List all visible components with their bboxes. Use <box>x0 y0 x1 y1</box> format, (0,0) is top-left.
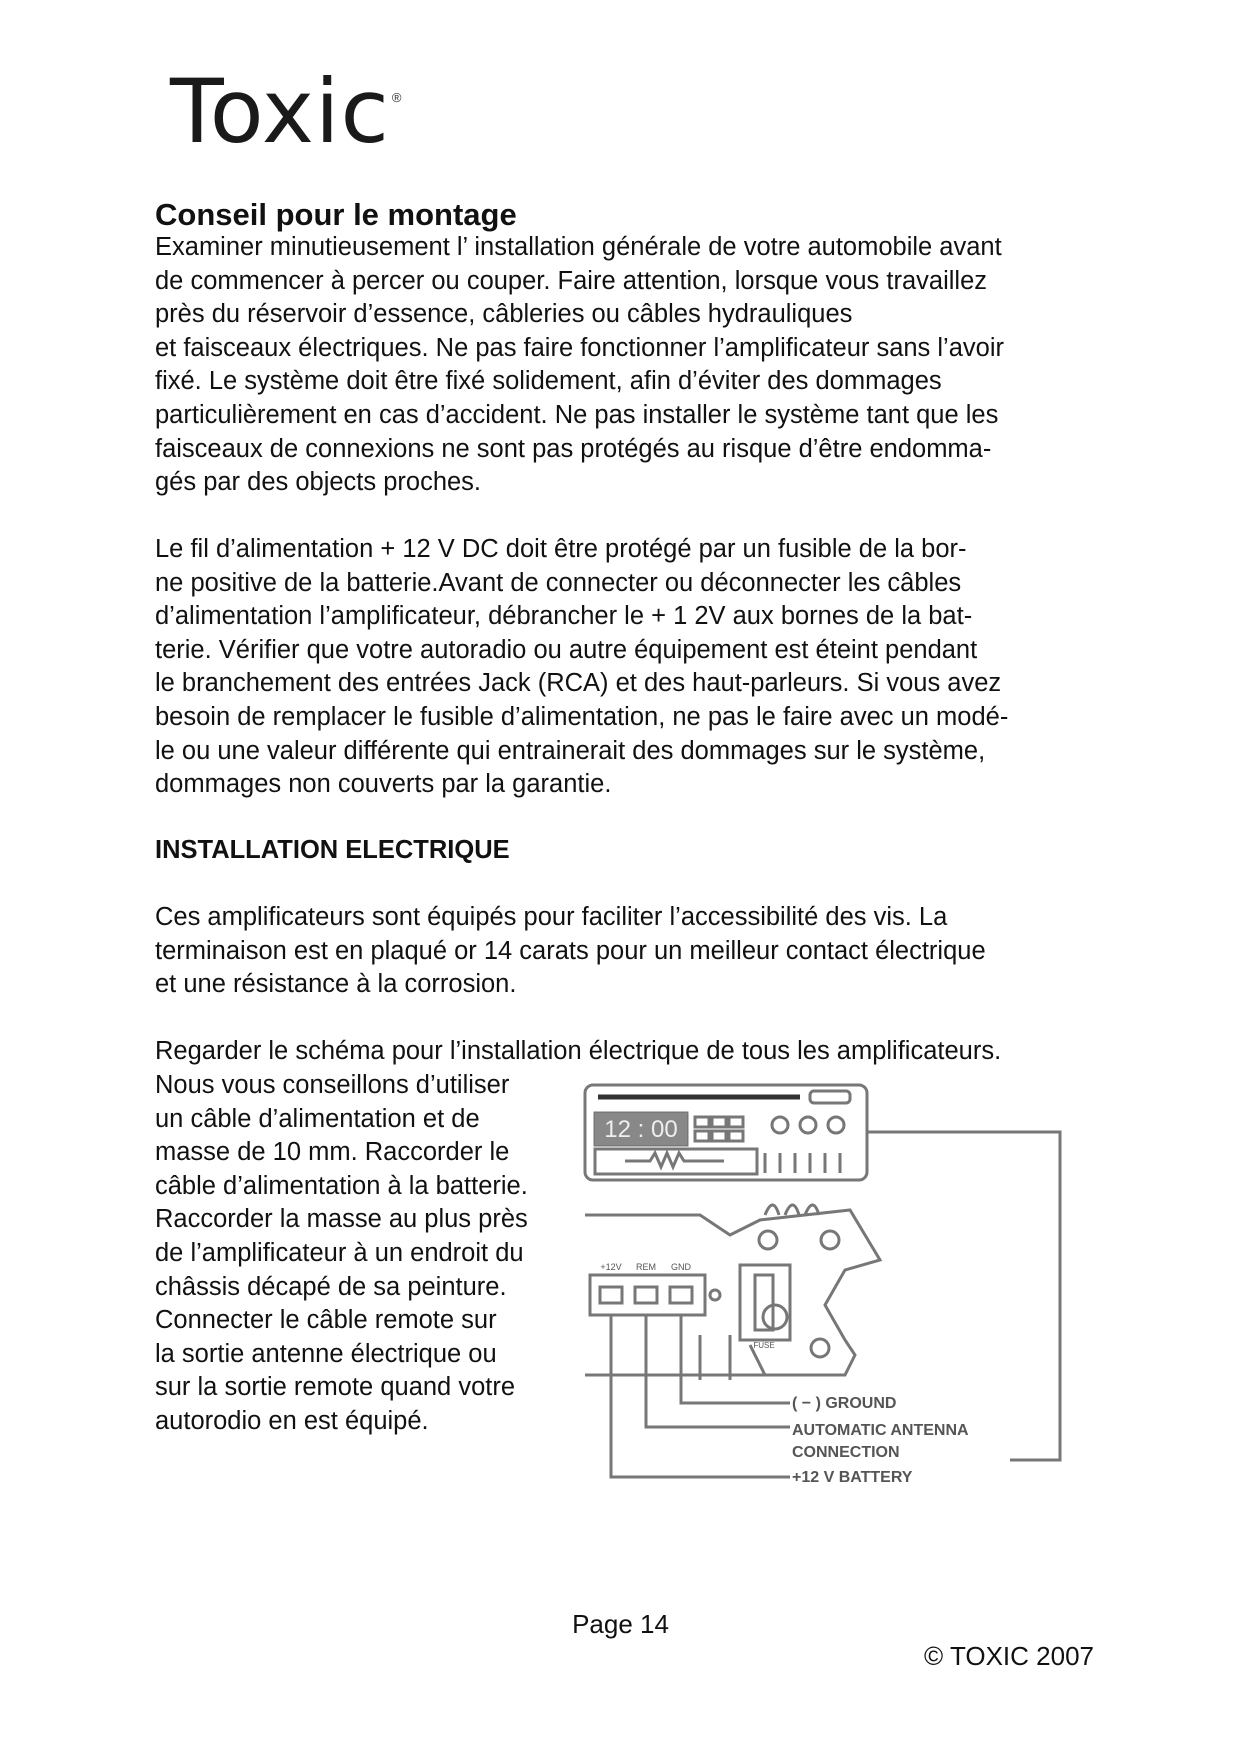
mount-hole <box>821 1231 839 1249</box>
mount-hole <box>811 1339 829 1357</box>
text-line: Connecter le câble remote sur <box>155 1306 497 1335</box>
terminal-label-gnd: GND <box>671 1262 691 1272</box>
terminal-rem <box>635 1287 657 1303</box>
text-line: terie. Vérifier que votre autoradio ou autre équipement est éteint pendant <box>155 635 978 664</box>
paragraph-installation-1 <box>155 901 986 1002</box>
paragraph-montage-2 <box>155 533 1008 802</box>
paragraph-installation-2-intro <box>155 1035 1001 1069</box>
text-line: la sortie antenne électrique ou <box>155 1339 497 1368</box>
legend-antenna-1: AUTOMATIC ANTENNA <box>792 1422 969 1439</box>
legend-ground: ( − ) GROUND <box>792 1395 897 1412</box>
terminal-label-rem: REM <box>636 1262 656 1272</box>
text-line: fixé. Le système doit être fixé solidement, afin d’éviter des dommages <box>155 367 942 396</box>
terminal-label-12v: +12V <box>600 1262 622 1272</box>
text-line: ne positive de la batterie.Avant de connecter ou déconnecter les câbles <box>155 568 962 597</box>
paragraph-montage-1 <box>155 231 1004 500</box>
text-line: particulièrement en cas d’accident. Ne pas installer le système tant que les <box>155 400 999 429</box>
text-line: Nous vous conseillons d’utiliser <box>155 1071 510 1099</box>
terminal-screws <box>611 1315 681 1330</box>
preset-button <box>695 1131 709 1141</box>
preset-button <box>729 1131 743 1141</box>
preset-button <box>729 1117 743 1127</box>
text-line: terminaison est en plaqué or 14 carats pour un meilleur contact électrique <box>155 936 986 965</box>
waveform-icon <box>625 1153 724 1167</box>
text-line: Examiner minutieusement l’ installation générale de votre automobile avant <box>155 233 1002 261</box>
paragraph-installation-2 <box>155 1069 528 1439</box>
text-line: Raccorder la masse au plus près <box>155 1205 528 1234</box>
text-line: d’alimentation l’amplificateur, débrancher le + 1 2V aux bornes de la bat- <box>155 602 973 631</box>
preset-button <box>712 1117 726 1127</box>
screw-icon <box>763 1305 787 1329</box>
text-line: Le fil d’alimentation + 12 V DC doit être protégé par un fusible de la bor- <box>155 535 967 563</box>
knob-icon <box>772 1117 788 1133</box>
text-line: besoin de remplacer le fusible d’alimentation, ne pas le faire avec un modé- <box>155 702 1009 731</box>
text-line: et une résistance à la corrosion. <box>155 970 517 999</box>
text-line: châssis décapé de sa peinture. <box>155 1272 507 1301</box>
preset-button <box>695 1117 709 1127</box>
text-line: faisceaux de connexions ne sont pas protégés au risque d’être endomma- <box>155 434 992 463</box>
power-terminal-block <box>590 1275 705 1315</box>
legend-antenna-2: CONNECTION <box>792 1444 900 1461</box>
page-number: Page 14 <box>572 1609 669 1639</box>
terminal-led <box>710 1290 720 1300</box>
mount-hole <box>759 1231 777 1249</box>
preset-button <box>712 1131 726 1141</box>
section-title-montage: Conseil pour le montage <box>155 197 517 232</box>
text-line: le branchement des entrées Jack (RCA) et des haut-parleurs. Si vous avez <box>155 669 1002 698</box>
text-line: et faisceaux électriques. Ne pas faire fonctionner l’amplificateur sans l’avoir <box>155 333 1004 362</box>
text-line: Ces amplificateurs sont équipés pour faciliter l’accessibilité des vis. La <box>155 903 948 931</box>
head-unit-eject <box>810 1091 850 1103</box>
knob-icon <box>828 1117 844 1133</box>
text-line: de l’amplificateur à un endroit du <box>155 1238 524 1267</box>
text-line: près du réservoir d’essence, câbleries ou câbles hydrauliques <box>155 300 853 329</box>
terminal-12v <box>600 1287 622 1303</box>
text-line: sur la sortie remote quand votre <box>155 1373 516 1402</box>
text-line: câble d’alimentation à la batterie. <box>155 1171 528 1200</box>
text-line: de commencer à percer ou couper. Faire attention, lorsque vous travaillez <box>155 266 988 295</box>
text-line: masse de 10 mm. Raccorder le <box>155 1138 510 1167</box>
text-line: dommages non couverts par la garantie. <box>155 770 612 799</box>
radio-display-text: 12 : 00 <box>604 1116 678 1143</box>
logo-registered-mark: ® <box>391 90 402 105</box>
text-line: Regarder le schéma pour l’installation électrique de tous les amplificateurs. <box>155 1037 1002 1065</box>
eq-sliders <box>765 1153 840 1173</box>
text-line: un câble d’alimentation et de <box>155 1104 480 1133</box>
terminal-gnd <box>670 1287 692 1303</box>
logo-text: Toxic <box>170 60 390 163</box>
legend-battery: +12 V BATTERY <box>792 1469 913 1486</box>
text-line: autorodio en est équipé. <box>155 1406 429 1435</box>
knob-icon <box>800 1117 816 1133</box>
copyright: © TOXIC 2007 <box>924 1641 1094 1671</box>
text-line: gés par des objects proches. <box>155 468 482 497</box>
section-title-installation: INSTALLATION ELECTRIQUE <box>155 836 510 864</box>
brand-logo <box>170 60 490 178</box>
fuse-label: FUSE <box>753 1341 775 1350</box>
wiring-diagram <box>580 1065 1100 1520</box>
text-line: le ou une valeur différente qui entrainerait des dommages sur le système, <box>155 736 986 765</box>
